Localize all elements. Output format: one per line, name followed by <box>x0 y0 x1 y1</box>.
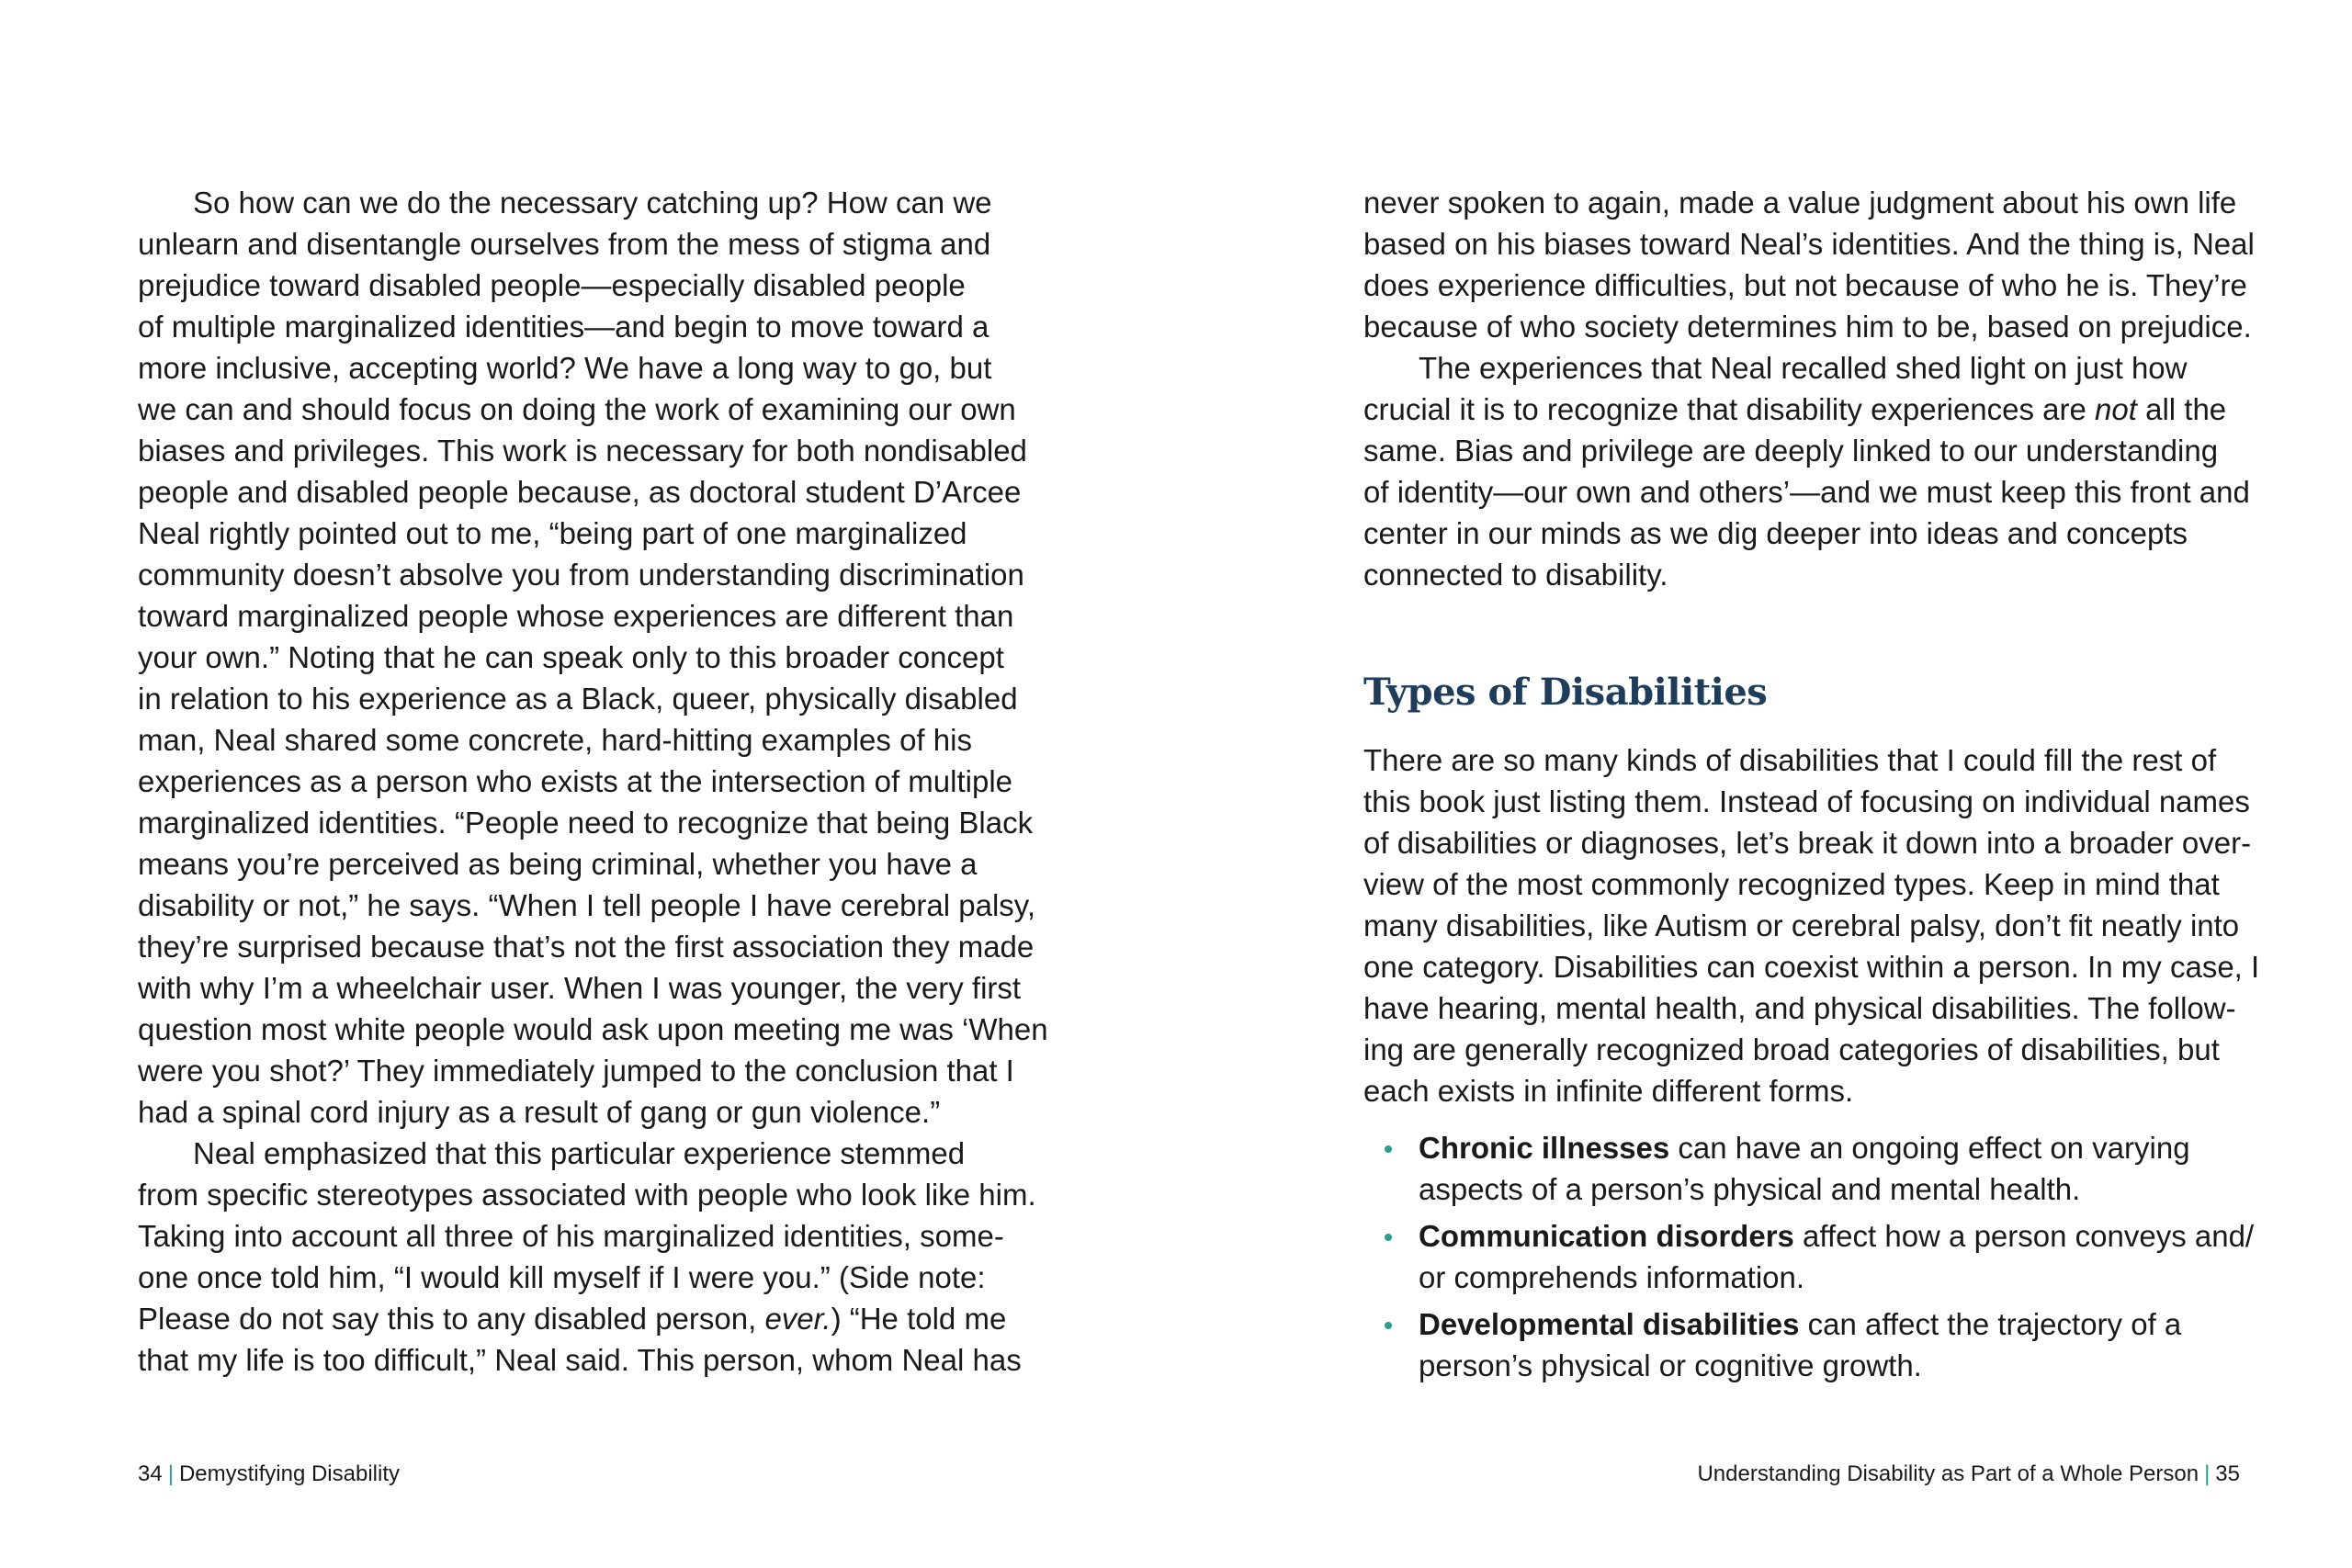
text-line: community doesn’t absolve you from understanding discrimination <box>138 558 1024 592</box>
right-body-text <box>1363 182 2255 595</box>
text-line: many disabilities, like Autism or cerebral palsy, don’t fit neatly into <box>1363 908 2240 942</box>
text-line: we can and should focus on doing the work of examining our own <box>138 392 1016 426</box>
text-fragment: ) “He told me <box>831 1302 1007 1336</box>
footer-separator: | <box>2204 1461 2211 1486</box>
text-line: So how can we do the necessary catching up? How can we <box>193 186 992 220</box>
text-fragment: Please do not say this to any disabled person, <box>138 1302 765 1336</box>
text-line: Neal rightly pointed out to me, “being part of one marginalized <box>138 516 967 550</box>
text-line: each exists in infinite different forms. <box>1363 1074 1854 1108</box>
text-line: biases and privileges. This work is necessary for both nondisabled <box>138 434 1027 468</box>
list-item <box>1363 1127 2282 1210</box>
text-line: disability or not,” he says. “When I tell people I have cerebral palsy, <box>138 888 1036 922</box>
text-line: one category. Disabilities can coexist within a person. In my case, I <box>1363 950 2260 984</box>
text-line: prejudice toward disabled people—especially disabled people <box>138 268 966 302</box>
text-line: person’s physical or cognitive growth. <box>1419 1348 1922 1382</box>
text-line: The experiences that Neal recalled shed light on just how <box>1419 351 2188 385</box>
text-line: means you’re perceived as being criminal, whether you have a <box>138 847 978 881</box>
text-line: with why I’m a wheelchair user. When I was younger, the very first <box>138 971 1022 1005</box>
left-body-text <box>138 182 1048 1381</box>
text-fragment: affect how a person conveys and/ <box>1793 1219 2255 1253</box>
text-line: your own.” Noting that he can speak only to this broader concept <box>138 640 1004 674</box>
italic-text: not <box>2095 392 2137 426</box>
text-line: of disabilities or diagnoses, let’s break it down into a broader over- <box>1363 826 2252 860</box>
text-line: There are so many kinds of disabilities that I could fill the rest of <box>1363 743 2217 777</box>
text-line: marginalized identities. “People need to recognize that being Black <box>138 806 1034 840</box>
text-line: of identity—our own and others’—and we must keep this front and <box>1363 475 2250 509</box>
page-number: 34 <box>138 1461 163 1486</box>
text-line: more inclusive, accepting world? We have a long way to go, but <box>138 351 992 385</box>
text-line: Neal emphasized that this particular experience stemmed <box>193 1136 966 1170</box>
text-line: center in our minds as we dig deeper into ideas and concepts <box>1363 516 2188 550</box>
text-line: never spoken to again, made a value judgment about his own life <box>1363 186 2237 220</box>
text-line: toward marginalized people whose experiences are different than <box>138 599 1014 633</box>
text-line: because of who society determines him to be, based on prejudice. <box>1363 310 2252 344</box>
text-line: of multiple marginalized identities—and begin to move toward a <box>138 310 989 344</box>
text-line: aspects of a person’s physical and mental health. <box>1419 1172 2081 1206</box>
text-line: question most white people would ask upon meeting me was ‘When <box>138 1012 1048 1046</box>
text-line: that my life is too difficult,” Neal said. This person, whom Neal has <box>138 1343 1022 1377</box>
text-line: or comprehends information. <box>1419 1260 1805 1294</box>
book-title: Demystifying Disability <box>178 1461 400 1486</box>
text-line <box>138 1298 1020 1339</box>
text-line: same. Bias and privilege are deeply linked to our understanding <box>1363 434 2219 468</box>
bullet-icon <box>1385 1145 1392 1153</box>
text-line: does experience difficulties, but not because of who he is. They’re <box>1363 268 2247 302</box>
text-line: in relation to his experience as a Black, queer, physically disabled <box>138 682 1018 716</box>
text-line: one once told him, “I would kill myself if I were you.” (Side note: <box>138 1260 986 1294</box>
bullet-term: Communication disorders <box>1419 1219 1794 1253</box>
text-fragment: can affect the trajectory of a <box>1799 1307 2182 1341</box>
right-footer <box>1697 1461 2240 1487</box>
text-line: Taking into account all three of his marginalized identities, some- <box>138 1219 1004 1253</box>
bullet-term: Developmental disabilities <box>1419 1307 1800 1341</box>
section-heading: Types of Disabilities <box>1363 671 1768 714</box>
text-line: have hearing, mental health, and physical disabilities. The follow- <box>1363 991 2236 1025</box>
italic-text: ever. <box>764 1302 831 1336</box>
bullet-icon <box>1385 1322 1392 1329</box>
right-page <box>1176 0 2352 1568</box>
disability-types-list <box>1363 1127 2282 1392</box>
left-footer <box>138 1461 400 1487</box>
text-line: from specific stereotypes associated with people who look like him. <box>138 1178 1036 1212</box>
text-fragment: all the <box>2136 392 2227 426</box>
section-body-text <box>1363 739 2282 1111</box>
chapter-title: Understanding Disability as Part of a Whole Person <box>1697 1461 2199 1486</box>
text-line: connected to disability. <box>1363 558 1668 592</box>
text-line: this book just listing them. Instead of focusing on individual names <box>1363 784 2250 818</box>
list-item <box>1363 1215 2282 1298</box>
text-line: ing are generally recognized broad categories of disabilities, but <box>1363 1032 2220 1066</box>
text-fragment: crucial it is to recognize that disability experiences are <box>1363 392 2096 426</box>
bullet-icon <box>1385 1234 1392 1241</box>
bullet-term: Chronic illnesses <box>1419 1131 1670 1165</box>
text-fragment: can have an ongoing effect on varying <box>1669 1131 2190 1165</box>
text-line: man, Neal shared some concrete, hard-hitting examples of his <box>138 723 972 757</box>
text-line: people and disabled people because, as doctoral student D’Arcee <box>138 475 1022 509</box>
text-line: had a spinal cord injury as a result of gang or gun violence.” <box>138 1095 941 1129</box>
text-line: experiences as a person who exists at the intersection of multiple <box>138 764 1013 798</box>
page-number: 35 <box>2215 1461 2240 1486</box>
text-line: they’re surprised because that’s not the first association they made <box>138 930 1035 964</box>
text-line: were you shot?’ They immediately jumped to the conclusion that I <box>138 1054 1014 1088</box>
text-line: based on his biases toward Neal’s identities. And the thing is, Neal <box>1363 227 2255 261</box>
text-line <box>1363 389 2245 430</box>
text-line: unlearn and disentangle ourselves from the mess of stigma and <box>138 227 991 261</box>
text-line: view of the most commonly recognized types. Keep in mind that <box>1363 867 2220 901</box>
footer-separator: | <box>167 1461 174 1486</box>
list-item <box>1363 1303 2282 1386</box>
